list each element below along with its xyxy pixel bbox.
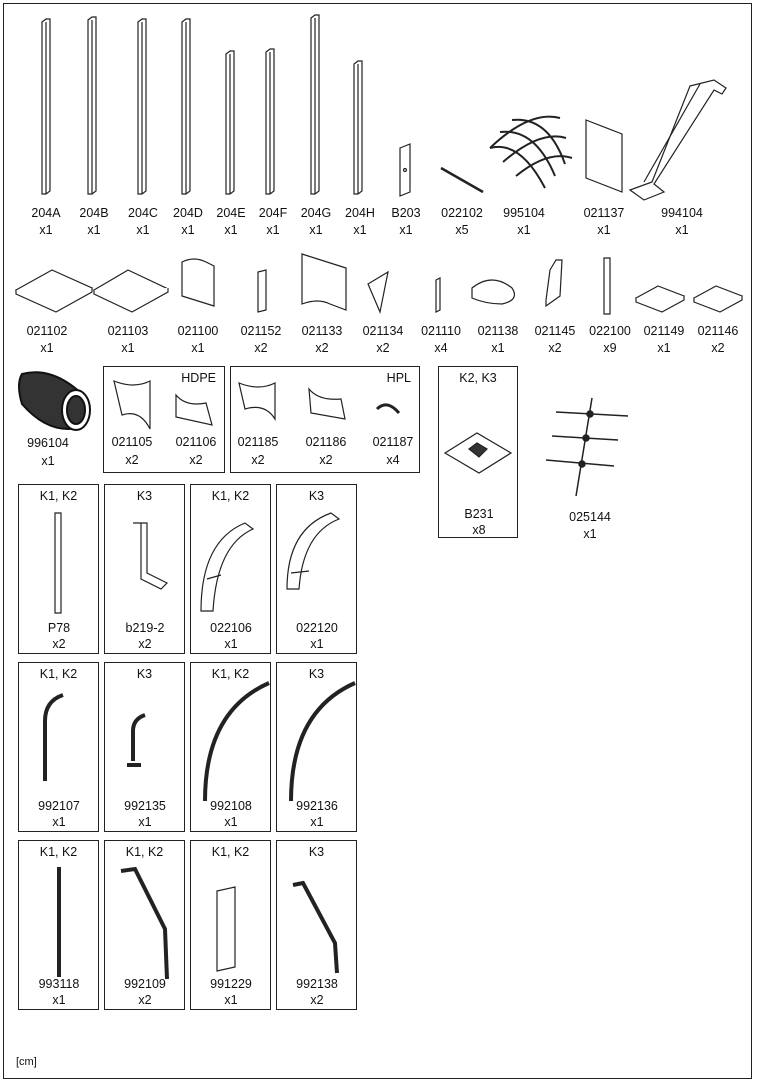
part-code: 021186 <box>305 435 347 449</box>
part-qty: x2 <box>711 341 725 355</box>
part-code: 204D <box>173 206 203 220</box>
part-code: 992138 <box>296 977 338 991</box>
part-drawing <box>19 493 99 623</box>
part-code: 204G <box>300 206 332 220</box>
kit-part-box <box>276 662 357 832</box>
part-code: 021187 <box>372 435 414 449</box>
part-qty: x1 <box>517 223 531 237</box>
part-code: B231 <box>464 507 494 521</box>
part-qty: x1 <box>224 223 238 237</box>
part-drawing <box>191 671 271 801</box>
part-qty: x1 <box>52 993 66 1007</box>
part-code: 021137 <box>583 206 625 220</box>
part-code: P78 <box>47 621 71 635</box>
part-qty: x2 <box>189 453 203 467</box>
kit-tag: K3 <box>136 667 153 681</box>
part-code: b219-2 <box>125 621 165 635</box>
part-code: 204F <box>258 206 288 220</box>
hpl-drawings <box>231 373 421 433</box>
part-code: 992135 <box>124 799 166 813</box>
part-code: B203 <box>391 206 421 220</box>
part-qty: x1 <box>39 223 53 237</box>
part-qty: x4 <box>434 341 448 355</box>
part-qty: x1 <box>40 341 54 355</box>
part-qty: x2 <box>315 341 329 355</box>
kit-part-box <box>18 662 99 832</box>
part-qty: x1 <box>138 815 152 829</box>
part-qty: x2 <box>125 453 139 467</box>
part-drawing <box>19 849 99 979</box>
part-drawing <box>105 493 185 623</box>
part-code: 992108 <box>210 799 252 813</box>
part-qty: x1 <box>675 223 689 237</box>
part-code: 025144 <box>569 510 611 524</box>
kit-part-box <box>104 662 185 832</box>
part-qty: x1 <box>121 341 135 355</box>
part-code: 995104 <box>503 206 545 220</box>
kit-part-box <box>104 484 185 654</box>
kit-tag: K3 <box>308 845 325 859</box>
part-code: 021185 <box>237 435 279 449</box>
kit-part-box <box>276 840 357 1010</box>
part-qty: x1 <box>310 815 324 829</box>
kit-part-box <box>276 484 357 654</box>
kit-tag: K3 <box>136 489 153 503</box>
part-qty: x2 <box>319 453 333 467</box>
part-drawing <box>277 493 357 623</box>
part-code: 021146 <box>697 324 739 338</box>
part-code: 204E <box>216 206 246 220</box>
part-code: 992109 <box>124 977 166 991</box>
part-code: 994104 <box>661 206 703 220</box>
part-drawing <box>277 671 357 801</box>
net-025144-drawing <box>538 392 648 502</box>
part-qty: x1 <box>353 223 367 237</box>
part-drawing <box>277 849 357 979</box>
part-code: 021110 <box>421 324 461 338</box>
part-code: 993118 <box>38 977 80 991</box>
part-qty: x1 <box>224 637 238 651</box>
part-qty: x2 <box>310 993 324 1007</box>
part-qty: x1 <box>266 223 280 237</box>
b231-group <box>438 366 518 538</box>
part-qty: x1 <box>52 815 66 829</box>
part-code: 022100 <box>589 324 631 338</box>
part-code: 204H <box>345 206 375 220</box>
part-qty: x2 <box>251 453 265 467</box>
part-code: 996104 <box>27 436 69 450</box>
part-code: 021138 <box>477 324 519 338</box>
part-qty: x1 <box>41 454 55 468</box>
part-drawing <box>105 671 185 801</box>
hdpe-drawings <box>104 375 224 435</box>
kit-tag: K2, K3 <box>459 371 497 385</box>
part-qty: x2 <box>138 637 152 651</box>
part-code: 992107 <box>38 799 80 813</box>
part-qty: x1 <box>309 223 323 237</box>
part-code: 992136 <box>296 799 338 813</box>
part-code: 021103 <box>107 324 149 338</box>
part-code: 021149 <box>643 324 685 338</box>
part-code: 021102 <box>26 324 68 338</box>
part-qty: x1 <box>399 223 413 237</box>
kit-tag: K1, K2 <box>211 845 250 859</box>
kit-part-box <box>190 840 271 1010</box>
part-qty: x1 <box>657 341 671 355</box>
kit-tag: K1, K2 <box>211 667 250 681</box>
kit-tag: K1, K2 <box>125 845 164 859</box>
part-code: 021134 <box>362 324 404 338</box>
part-qty: x1 <box>224 993 238 1007</box>
part-qty: x1 <box>310 637 324 651</box>
part-code: 204C <box>128 206 158 220</box>
part-code: 991229 <box>210 977 252 991</box>
kit-part-box <box>18 484 99 654</box>
part-qty: x9 <box>603 341 617 355</box>
part-drawing <box>191 849 271 979</box>
part-qty: x2 <box>548 341 562 355</box>
hdpe-group <box>103 366 225 473</box>
material-tag: HDPE <box>181 371 216 385</box>
kit-tag: K1, K2 <box>39 489 78 503</box>
part-code: 204A <box>31 206 61 220</box>
part-drawing <box>19 671 99 801</box>
kit-part-box <box>18 840 99 1010</box>
part-qty: x8 <box>472 523 486 537</box>
part-code: 021100 <box>177 324 219 338</box>
part-qty: x1 <box>87 223 101 237</box>
part-qty: x1 <box>181 223 195 237</box>
part-drawing <box>191 493 271 623</box>
kit-tag: K3 <box>308 489 325 503</box>
material-tag: HPL <box>386 371 411 385</box>
part-qty: x2 <box>52 637 66 651</box>
kit-part-box <box>190 484 271 654</box>
part-code: 204B <box>79 206 109 220</box>
unit-label: [cm] <box>16 1056 37 1068</box>
kit-tag: K3 <box>308 667 325 681</box>
part-qty: x1 <box>491 341 505 355</box>
kit-tag: K1, K2 <box>211 489 250 503</box>
part-qty: x4 <box>386 453 400 467</box>
part-code: 022102 <box>441 206 483 220</box>
part-code: 021105 <box>111 435 153 449</box>
kit-tag: K1, K2 <box>39 667 78 681</box>
part-code: 021145 <box>534 324 576 338</box>
kit-tag: K1, K2 <box>39 845 78 859</box>
part-qty: x2 <box>376 341 390 355</box>
part-qty: x1 <box>191 341 205 355</box>
part-qty: x2 <box>138 993 152 1007</box>
part-qty: x5 <box>455 223 469 237</box>
part-drawing <box>105 849 185 979</box>
part-qty: x1 <box>583 527 597 541</box>
hpl-group <box>230 366 420 473</box>
part-code: 021152 <box>240 324 282 338</box>
kit-part-box <box>104 840 185 1010</box>
kit-part-box <box>190 662 271 832</box>
part-qty: x1 <box>136 223 150 237</box>
row2-drawings <box>0 0 757 340</box>
part-qty: x1 <box>597 223 611 237</box>
part-code: 021106 <box>175 435 217 449</box>
part-code: 022106 <box>210 621 252 635</box>
part-code: 022120 <box>296 621 338 635</box>
part-qty: x2 <box>254 341 268 355</box>
part-code: 021133 <box>301 324 343 338</box>
part-qty: x1 <box>224 815 238 829</box>
b231-drawing <box>439 427 519 487</box>
tunnel-drawing <box>18 364 98 434</box>
